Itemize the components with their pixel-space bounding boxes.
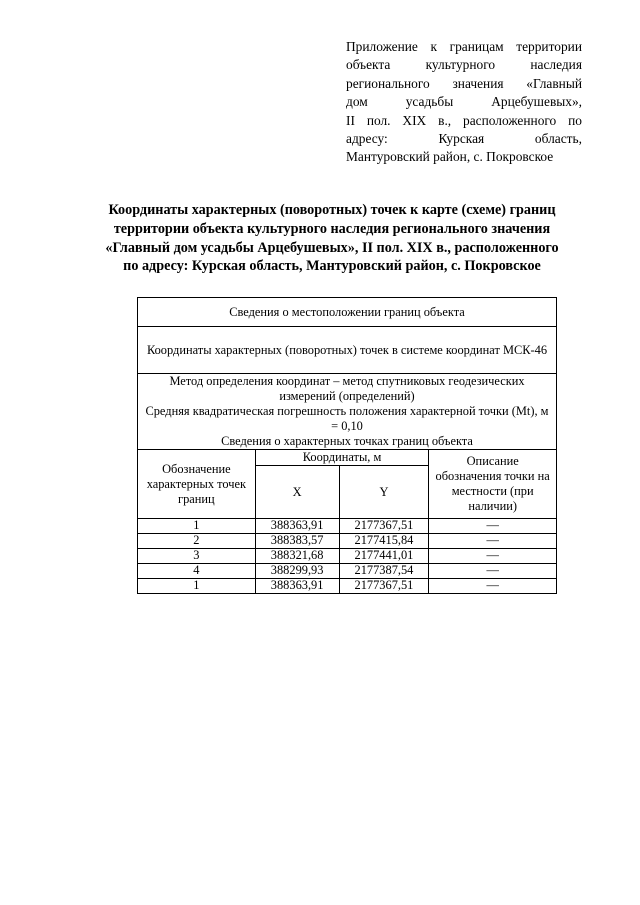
col-header-designation: Обозначение характерных точек границ xyxy=(138,450,256,519)
method-text: Метод определения координат – метод спутниковых геодезических измерений (определений) xyxy=(169,374,525,403)
document-title xyxy=(80,201,584,276)
col-header-x: X xyxy=(255,466,339,519)
method-cell xyxy=(138,374,557,450)
points-info-text: Сведения о характерных точках границ объекта xyxy=(221,434,473,448)
title-line: «Главный дом усадьбы Арцебушевых», II пол. XIX в., расположенного xyxy=(105,239,559,256)
x-cell: 388299,93 xyxy=(255,564,339,579)
title-line: территории объекта культурного наследия регионального значения xyxy=(113,220,551,237)
x-cell: 388383,57 xyxy=(255,534,339,549)
col-header-description: Описание обозначения точки на местности (при наличии) xyxy=(429,450,557,519)
appendix-line: II пол. XIX в., расположенного по xyxy=(346,112,582,128)
description-cell: — xyxy=(429,519,557,534)
appendix-line: Приложение к границам территории xyxy=(346,39,582,54)
appendix-line: Мантуровский район, с. Покровское xyxy=(346,149,554,165)
y-cell: 2177367,51 xyxy=(339,519,429,534)
point-cell: 1 xyxy=(138,579,256,594)
description-cell: — xyxy=(429,534,557,549)
title-line: по адресу: Курская область, Мантуровский район, с. Покровское xyxy=(123,258,541,275)
appendix-note xyxy=(346,38,582,167)
description-cell: — xyxy=(429,564,557,579)
x-cell: 388363,91 xyxy=(255,519,339,534)
point-cell: 3 xyxy=(138,549,256,564)
coord-system-header: Координаты характерных (поворотных) точек в системе координат МСК-46 xyxy=(138,327,557,374)
coordinates-table xyxy=(137,297,557,594)
appendix-line: объекта культурного наследия xyxy=(346,57,582,73)
table-row xyxy=(138,564,557,579)
appendix-line: адресу: Курская область, xyxy=(346,131,582,147)
point-cell: 1 xyxy=(138,519,256,534)
y-cell: 2177441,01 xyxy=(339,549,429,564)
table-row xyxy=(138,549,557,564)
col-header-y: Y xyxy=(339,466,429,519)
y-cell: 2177367,51 xyxy=(339,579,429,594)
description-cell: — xyxy=(429,579,557,594)
title-line: Координаты характерных (поворотных) точек к карте (схеме) границ xyxy=(108,202,556,218)
col-header-coords: Координаты, м xyxy=(255,450,429,466)
y-cell: 2177387,54 xyxy=(339,564,429,579)
point-cell: 2 xyxy=(138,534,256,549)
table-row xyxy=(138,519,557,534)
accuracy-text: Средняя квадратическая погрешность положения характерной точки (Mt), м = 0,10 xyxy=(145,404,549,433)
location-info-header: Сведения о местоположении границ объекта xyxy=(138,298,557,327)
table-row xyxy=(138,534,557,549)
x-cell: 388321,68 xyxy=(255,549,339,564)
appendix-line: дом усадьбы Арцебушевых», xyxy=(346,94,582,110)
description-cell: — xyxy=(429,549,557,564)
x-cell: 388363,91 xyxy=(255,579,339,594)
y-cell: 2177415,84 xyxy=(339,534,429,549)
appendix-line: регионального значения «Главный xyxy=(346,75,582,91)
point-cell: 4 xyxy=(138,564,256,579)
table-row xyxy=(138,579,557,594)
